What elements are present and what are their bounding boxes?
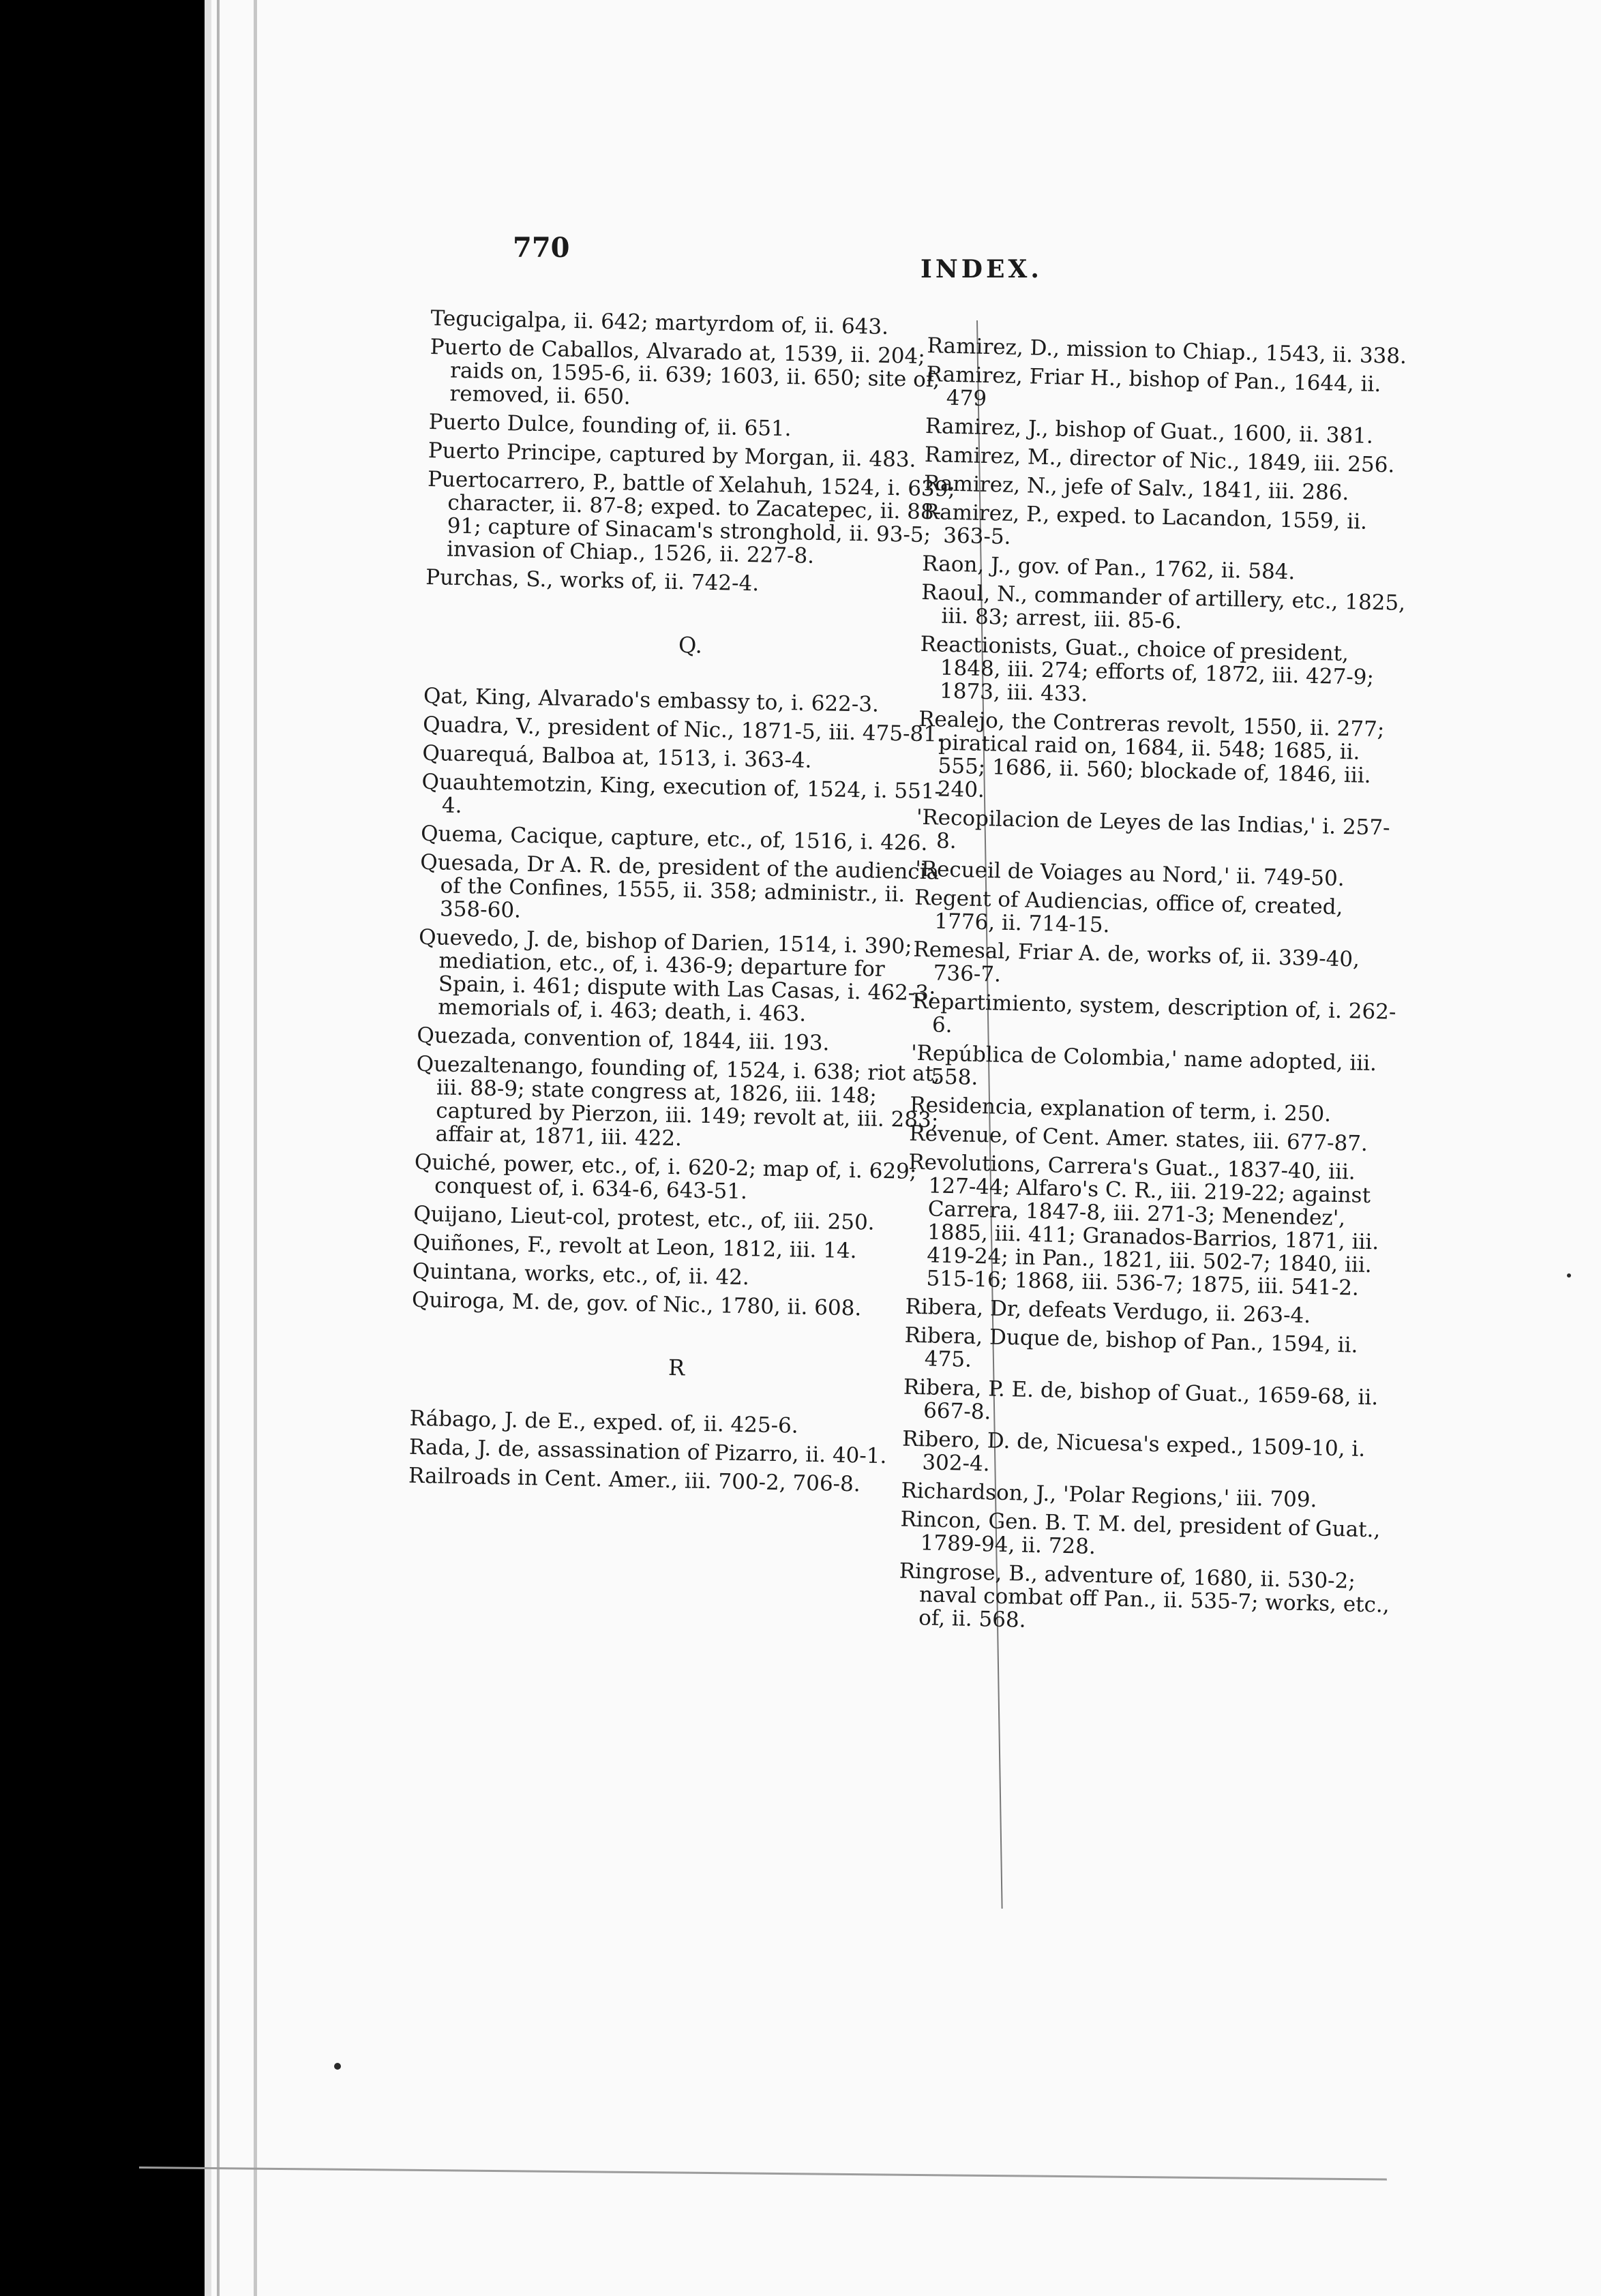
index-entry: Remesal, Friar A. de, works of, ii. 339-40, 736-7. — [913, 937, 1360, 987]
index-entry: Regent of Audiencias, office of, created, 1776, ii. 714-15. — [914, 885, 1343, 938]
index-entry: Revolutions, Carrera's Guat., 1837-40, iii. 127-44; Alfaro's C. R., iii. 219-22; against Carrera, 1847-8, iii. 271-3; Menendez', 1885, iii. 411; Granados-Barrios, 1871, iii. 419-24; in Pan., 1821, iii. 502-7; 1840, iii. 515-16; 1868, iii. 536-7; 1875, iii. 541-2. — [908, 1149, 1379, 1301]
index-entry: Rincon, Gen. B. T. M. del, president of Guat., 1789-94, ii. 728. — [900, 1507, 1381, 1560]
index-entry: Quiñones, F., revolt at Leon, 1812, iii. 14. — [413, 1230, 857, 1264]
index-entry: Quijano, Lieut-col, protest, etc., of, iii. 250. — [413, 1201, 875, 1235]
index-entry: Quezaltenango, founding of, 1524, i. 638; riot at, iii. 88-9; state congress at, 1826, iii. 148; captured by Pierzon, iii. 149; revolt at, iii. 283; affair at, 1871, iii. 422. — [416, 1051, 941, 1151]
index-entry: Realejo, the Contreras revolt, 1550, ii. 277; piratical raid on, 1684, ii. 548; 1685, ii. 555; 1686, ii. 560; blockade of, 1846, iii. 240. — [918, 706, 1385, 803]
page-fold-line — [254, 0, 257, 2296]
index-entry: Ribero, D. de, Nicuesa's exped., 1509-10, i. 302-4. — [901, 1426, 1366, 1477]
index-entry: Quevedo, J. de, bishop of Darien, 1514, i. 390; mediation, etc., of, i. 436-9; departure for Spain, i. 461; dispute with Las Casas, i. 462-3; memorials of, i. 463; death, i. 463. — [418, 924, 936, 1027]
index-entry: Quadra, V., president of Nic., 1871-5, iii. 475-81. — [422, 712, 944, 747]
index-entry: Ramirez, Friar H., bishop of Pan., 1644, ii. 479 — [926, 361, 1381, 411]
index-entry: Ribera, Dr, defeats Verdugo, ii. 263-4. — [905, 1294, 1311, 1329]
ink-speck — [1567, 1273, 1571, 1278]
index-entry: Puerto de Caballos, Alvarado at, 1539, ii. 204; raids on, 1595-6, ii. 639; 1603, ii. 650; site of, removed, ii. 650. — [430, 334, 940, 410]
index-entry: Raon, J., gov. of Pan., 1762, ii. 584. — [921, 551, 1296, 585]
index-entry: Repartimiento, system, description of, i. 262-6. — [912, 988, 1396, 1038]
index-entry: Ramirez, M., director of Nic., 1849, iii. 256. — [924, 442, 1395, 478]
section-letter-q: Q. — [678, 632, 703, 659]
index-entry: Reactionists, Guat., choice of president, 1848, iii. 274; efforts of, 1872, iii. 427-9; 1873, iii. 433. — [920, 631, 1375, 707]
page-edge-shadow — [217, 0, 220, 2296]
index-entry: Purchas, S., works of, ii. 742-4. — [425, 564, 760, 596]
index-entry: Ringrose, B., adventure of, 1680, ii. 530-2; naval combat off Pan., ii. 535-7; works, etc., of, ii. 568. — [899, 1558, 1390, 1633]
index-entry: Qat, King, Alvarado's embassy to, i. 622-3. — [423, 683, 880, 717]
right-column — [898, 334, 1418, 1646]
index-entry: Quintana, works, etc., of, ii. 42. — [412, 1258, 750, 1290]
index-entry: Rada, J. de, assassination of Pizarro, ii. 40-1. — [408, 1434, 887, 1469]
index-entry: Quiroga, M. de, gov. of Nic., 1780, ii. 608. — [411, 1287, 862, 1321]
running-head: INDEX. — [921, 255, 1043, 284]
index-entry: Puertocarrero, P., battle of Xelahuh, 1524, i. 639; character, ii. 87-8; exped. to Zacatepec, ii. 88-91; capture of Sinacam's stronghold, ii. 93-5; invasion of Chiap., 1526, ii. 227-8. — [427, 466, 956, 569]
section-letter-r: R — [668, 1354, 685, 1381]
index-entry: Richardson, J., 'Polar Regions,' iii. 709. — [901, 1478, 1317, 1513]
index-entry: Revenue, of Cent. Amer. states, iii. 677-87. — [908, 1121, 1368, 1156]
index-entry: Ramirez, P., exped. to Lacandon, 1559, ii. 363-5. — [923, 499, 1368, 549]
index-entry: Ribera, P. E. de, bishop of Guat., 1659-68, ii. 667-8. — [903, 1374, 1379, 1425]
index-entry: 'República de Colombia,' name adopted, iii. 558. — [910, 1040, 1377, 1090]
index-entry: 'Recopilacion de Leyes de las Indias,' i. 257-8. — [916, 804, 1390, 854]
index-entry: Ramirez, J., bishop of Guat., 1600, ii. 381. — [925, 413, 1374, 449]
page-number: 770 — [513, 232, 570, 264]
index-entry: Ribera, Duque de, bishop of Pan., 1594, ii. 475. — [904, 1323, 1358, 1372]
index-entry: Raoul, N., commander of artillery, etc., 1825, iii. 83; arrest, iii. 85-6. — [921, 579, 1406, 634]
left-column — [408, 307, 963, 1503]
index-entry: Puerto Dulce, founding of, ii. 651. — [428, 409, 792, 442]
index-entry: Residencia, explanation of term, i. 250. — [909, 1092, 1332, 1127]
index-entry: Quarequá, Balboa at, 1513, i. 363-4. — [422, 740, 812, 773]
index-entry: Ramirez, N., jefe of Salv., 1841, iii. 286. — [923, 470, 1349, 506]
index-entry: Tegucigalpa, ii. 642; martyrdom of, ii. 643. — [430, 306, 889, 339]
index-entry: Quauhtemotzin, King, execution of, 1524, i. 551-4. — [421, 769, 942, 819]
index-entry: Quiché, power, etc., of, i. 620-2; map of, i. 629; conquest of, i. 634-6, 643-51. — [414, 1149, 917, 1205]
index-entry: Quema, Cacique, capture, etc., of, 1516, i. 426. — [420, 821, 928, 856]
index-entry: Ramirez, D., mission to Chiap., 1543, ii. 338. — [927, 333, 1407, 369]
index-entry: Railroads in Cent. Amer., iii. 700-2, 706-8. — [408, 1463, 861, 1497]
index-entry: Quezada, convention of, 1844, iii. 193. — [417, 1023, 830, 1056]
index-entry: Quesada, Dr A. R. de, president of the audiencia of the Confines, 1555, ii. 358; administr., ii. 358-60. — [420, 849, 940, 923]
ink-speck — [334, 2063, 341, 2070]
page-edge — [205, 0, 211, 2296]
index-entry: Rábago, J. de E., exped. of, ii. 425-6. — [409, 1406, 799, 1438]
index-entry: Puerto Principe, captured by Morgan, ii. 483. — [428, 438, 916, 472]
index-entry: 'Recueil de Voiages au Nord,' ii. 749-50. — [914, 856, 1345, 892]
